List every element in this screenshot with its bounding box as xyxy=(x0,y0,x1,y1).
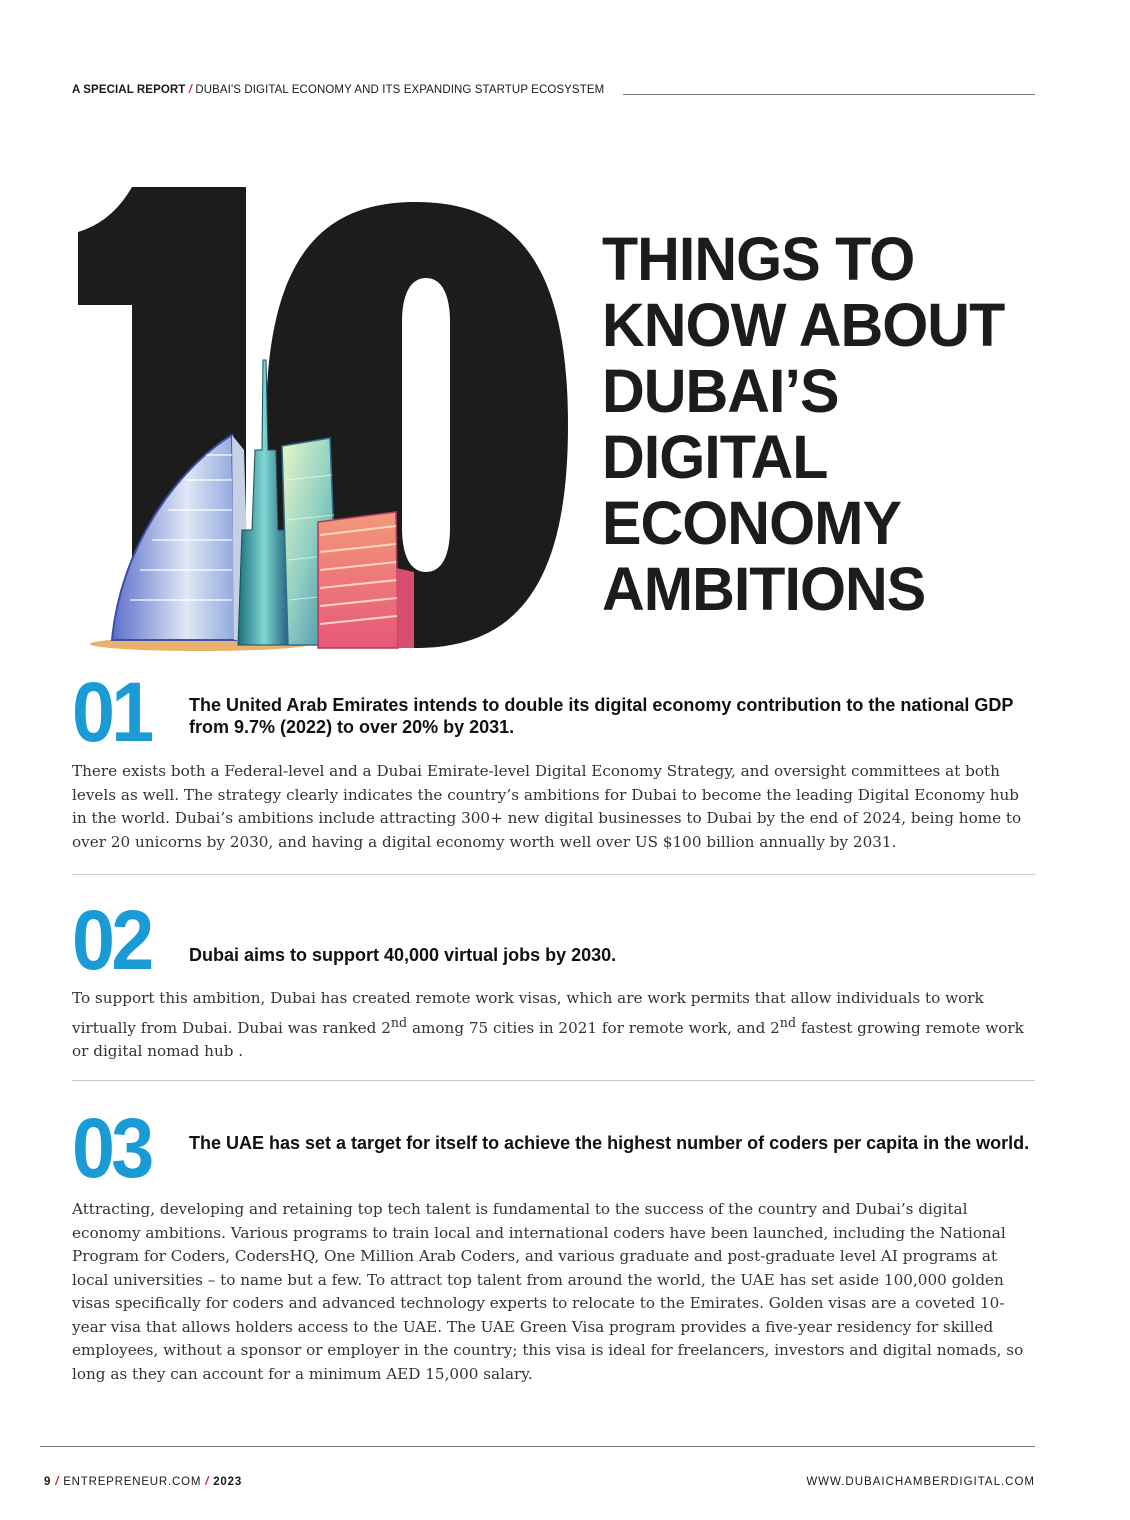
issue-year: 2023 xyxy=(213,1476,243,1488)
kicker-text: DUBAI'S DIGITAL ECONOMY AND ITS EXPANDING STARTUP ECOSYSTEM xyxy=(195,84,605,96)
big-ten-illustration xyxy=(0,150,600,660)
header-rule xyxy=(623,94,1035,95)
item-02 xyxy=(72,893,1035,1068)
body-text: To support this ambition, Dubai has created remote work visas, which are work permits that allow individuals to work virtually from Dubai. Dubai was ranked 2 xyxy=(72,989,984,1037)
section-divider xyxy=(72,1080,1035,1081)
footer-slash: / xyxy=(55,1476,60,1488)
hero-title xyxy=(602,226,1048,622)
item-headline: The UAE has set a target for itself to achieve the highest number of coders per capita in the world. xyxy=(189,1133,1030,1153)
item-body: There exists both a Federal-level and a Dubai Emirate-level Digital Economy Strategy, and oversight committees at both levels as well. The strategy clearly indicates the country’s ambitions for Dubai to become the leading Digital Economy hub in the world. Dubai’s ambitions include attracting 300+ new digital businesses to Dubai by the end of 2024, being home to over 20 unicorns by 2030, and having a digital economy worth well over US $100 billion annually by 2031. xyxy=(72,762,1022,851)
item-03 xyxy=(72,1101,1035,1406)
hero-title-line: ECONOMY xyxy=(602,489,901,557)
ordinal-suffix: nd xyxy=(390,1014,408,1030)
hero-title-line: THINGS TO xyxy=(602,225,915,293)
body-text: among 75 cities in 2021 for remote work, and 2 xyxy=(407,1018,780,1037)
item-headline: The United Arab Emirates intends to double its digital economy contribution to the national GDP from 9.7% (2022) to over 20% by 2031. xyxy=(189,695,1014,737)
kicker-bold: A SPECIAL REPORT xyxy=(72,84,186,96)
item-number: 02 xyxy=(72,893,151,987)
item-headline: Dubai aims to support 40,000 virtual jobs by 2030. xyxy=(189,945,617,965)
page-number: 9 xyxy=(44,1476,52,1488)
item-number: 01 xyxy=(72,665,151,759)
publication-name: ENTREPRENEUR.COM xyxy=(63,1476,202,1488)
pink-building xyxy=(318,512,398,648)
running-header xyxy=(72,84,1035,102)
hero-title-line: KNOW ABOUT xyxy=(602,291,1005,359)
hero-title-line: DUBAI’S xyxy=(602,357,839,425)
report-kicker xyxy=(72,84,604,96)
footer-folio xyxy=(44,1476,242,1488)
hero xyxy=(0,150,1130,660)
hero-title-line: DIGITAL xyxy=(602,423,828,491)
item-number: 03 xyxy=(72,1101,151,1195)
footer-rule xyxy=(40,1446,1035,1447)
footer-website[interactable]: WWW.DUBAICHAMBERDIGITAL.COM xyxy=(806,1476,1035,1488)
section-divider xyxy=(72,874,1035,875)
item-body: Attracting, developing and retaining top tech talent is fundamental to the success of the country and Dubai’s digital economy ambitions. Various programs to train local and international coders have been launched, including the National Program for Coders, CodersHQ, One Million Arab Coders, and various graduate and post-graduate level AI programs at local universities – to name but a few. To attract top talent from around the world, the UAE has set aside 100,000 golden visas specifically for coders and advanced technology experts to relocate to the Emirates. Golden visas are a coveted 10-year visa that allows holders access to the UAE. The UAE Green Visa program provides a five-year residency for skilled employees, without a sponsor or employer in the country; this visa is ideal for freelancers, investors and digital nomads, so long as they can account for a minimum AED 15,000 salary. xyxy=(72,1200,1024,1383)
item-body xyxy=(72,987,1035,1064)
item-01 xyxy=(72,665,1035,870)
footer-slash: / xyxy=(205,1476,210,1488)
hero-title-line: AMBITIONS xyxy=(602,555,926,623)
body-text: fastest growing remote work or digital nomad hub . xyxy=(72,1018,1024,1061)
kicker-slash: / xyxy=(188,84,193,96)
ordinal-suffix: nd xyxy=(779,1014,797,1030)
